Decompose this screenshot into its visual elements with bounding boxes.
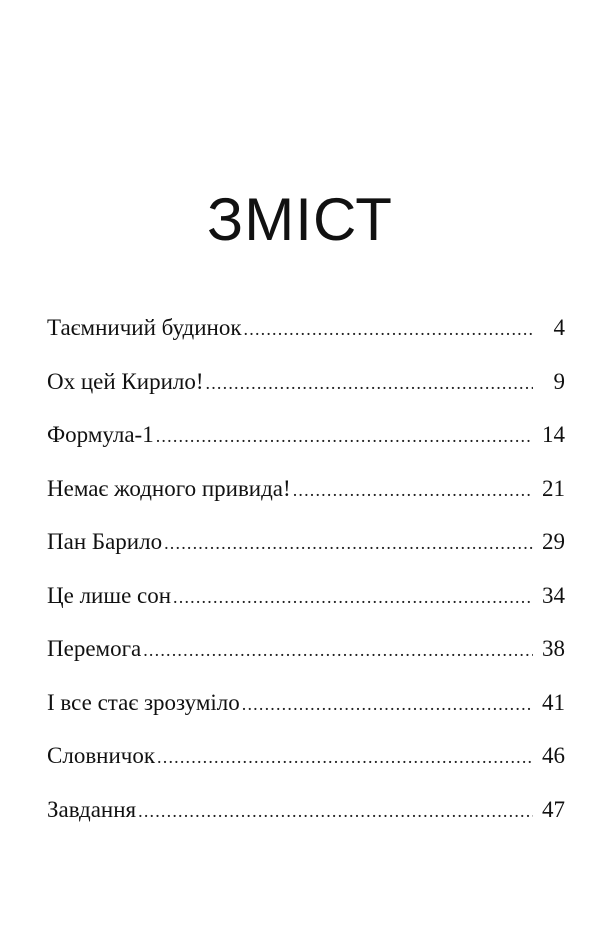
dot-leader xyxy=(157,737,533,777)
toc-entry xyxy=(47,308,565,362)
toc-entry xyxy=(47,522,565,576)
toc-entry-title: Ох цей Кирило! xyxy=(47,368,204,394)
toc-entry-title: Таємничий будинок xyxy=(47,315,242,340)
dot-leader xyxy=(164,523,533,563)
toc-entry-title: Пан Барило xyxy=(47,529,163,554)
toc-entry-page-number: 29 xyxy=(542,529,565,554)
page-title: ЗМІСТ xyxy=(207,186,393,254)
toc-entry xyxy=(47,629,565,683)
toc-entry xyxy=(47,576,565,630)
toc-entry-title: Словничок xyxy=(47,743,156,768)
toc-entry-title: Немає жодного привида! xyxy=(47,475,291,501)
table-of-contents xyxy=(47,308,565,843)
toc-entry xyxy=(47,790,565,844)
toc-entry-page-number: 4 xyxy=(553,315,565,340)
dot-leader xyxy=(173,577,533,617)
toc-entry-title: Перемога xyxy=(47,636,142,661)
dot-leader xyxy=(138,791,533,831)
toc-entry-page-number: 38 xyxy=(542,636,565,661)
dot-leader xyxy=(143,630,533,670)
toc-entry xyxy=(47,469,565,523)
dot-leader xyxy=(242,684,533,724)
toc-entry-title: Завдання xyxy=(47,796,137,822)
toc-entry xyxy=(47,362,565,416)
toc-entry-page-number: 34 xyxy=(542,582,565,608)
toc-entry xyxy=(47,736,565,790)
dot-leader xyxy=(244,309,533,349)
toc-entry xyxy=(47,415,565,469)
dot-leader xyxy=(206,363,533,403)
toc-entry-page-number: 46 xyxy=(542,743,565,768)
toc-entry-page-number: 21 xyxy=(542,475,565,501)
toc-entry-page-number: 47 xyxy=(542,796,565,822)
toc-entry-page-number: 14 xyxy=(542,422,565,447)
toc-entry-page-number: 41 xyxy=(542,689,565,715)
dot-leader xyxy=(293,470,533,510)
dot-leader xyxy=(156,416,533,456)
toc-entry-title: І все стає зрозуміло xyxy=(47,689,240,715)
toc-entry-title: Формула-1 xyxy=(47,422,154,447)
toc-entry-page-number: 9 xyxy=(553,368,565,394)
toc-entry xyxy=(47,683,565,737)
toc-entry-title: Це лише сон xyxy=(47,582,172,608)
